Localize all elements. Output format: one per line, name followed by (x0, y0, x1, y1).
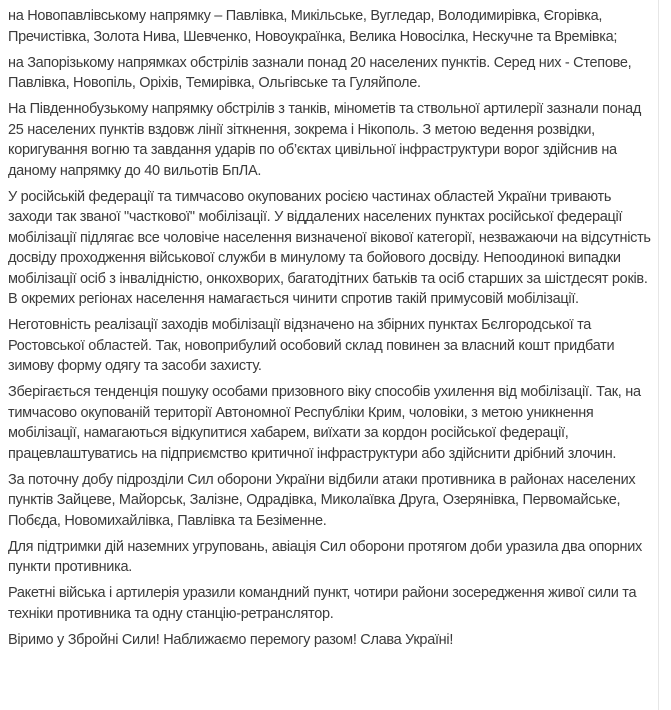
scrollbar-track[interactable] (658, 0, 671, 710)
report-paragraph: На Південнобузькому напрямку обстрілів з танків, мінометів та ствольної артилерії зазнали понад 25 населених пунктів вздовж лінії зіткнення, зокрема і Нікополь. З метою ведення розвідки, коригування вогню та завдання ударів по об’єктах цивільної інфраструктури ворог здійснив на даному напрямку до 40 вильотів БпЛА. (8, 101, 642, 179)
report-paragraph: на Новопавлівському напрямку – Павлівка, Микільське, Вугледар, Володимирівка, Єгорівка, Пречистівка, Золота Нива, Шевченко, Новоукраїнка, Велика Новосілка, Нескучне та Времівка; (8, 8, 618, 45)
report-paragraph: Віримо у Збройні Сили! Наближаємо перемогу разом! Слава Україні! (8, 631, 454, 648)
report-paragraph: У російській федерації та тимчасово окупованих росією частинах областей України тривають заходи так званої "часткової" мобілізації. У віддалених населених пунктах російської федерації мобілізації підлягає все чоловіче населення визначеної вікової категорії, незважаючи на відсутність досвіду проходження військової служби в минулому та бойового досвіду. Непоодинокі випадки мобілізації осіб з інвалідністю, онкохворих, багатодітних батьків та осіб старших за шістдесят років. В окремих регіонах населення намагається чинити спротив такій примусовій мобілізації. (8, 188, 651, 307)
report-paragraph: За поточну добу підрозділи Сил оборони України відбили атаки противника в районах населених пунктів Зайцеве, Майорськ, Залізне, Одрадівка, Миколаївка Друга, Озерянівка, Первомайське, Побєда, Новомихайлівка, Павлівка та Безіменне. (8, 471, 636, 529)
report-paragraph: Для підтримки дій наземних угруповань, авіація Сил оборони протягом доби уразила два опорних пункти противника. (8, 538, 643, 575)
report-paragraph: на Запорізькому напрямках обстрілів зазнали понад 20 населених пунктів. Серед них - Степове, Павлівка, Новопіль, Оріхів, Темирівка, Ольгівське та Гуляйполе. (8, 54, 632, 91)
report-paragraph: Ракетні війська і артилерія уразили командний пункт, чотири райони зосередження живої сили та техніки противника та одну станцію-ретранслятор. (8, 585, 637, 622)
report-paragraph: Неготовність реалізації заходів мобілізації відзначено на збірних пунктах Бєлгородської та Ростовської областей. Так, новоприбулий особовий склад повинен за власний кошт придбати зимову форму одягу та засоби захисту. (8, 317, 615, 374)
report-paragraph: Зберігається тенденція пошуку особами призовного віку способів ухилення від мобілізації. Так, на тимчасово окупованій території Автономної Республіки Крим, чоловіки, з метою уникнення мобілізації, намагаються відкупитися хабарем, виїхати за кордон російської федерації, працевлаштуватись на підприємство критичної інфраструктури або здійснити дрібний злочин. (8, 384, 641, 462)
